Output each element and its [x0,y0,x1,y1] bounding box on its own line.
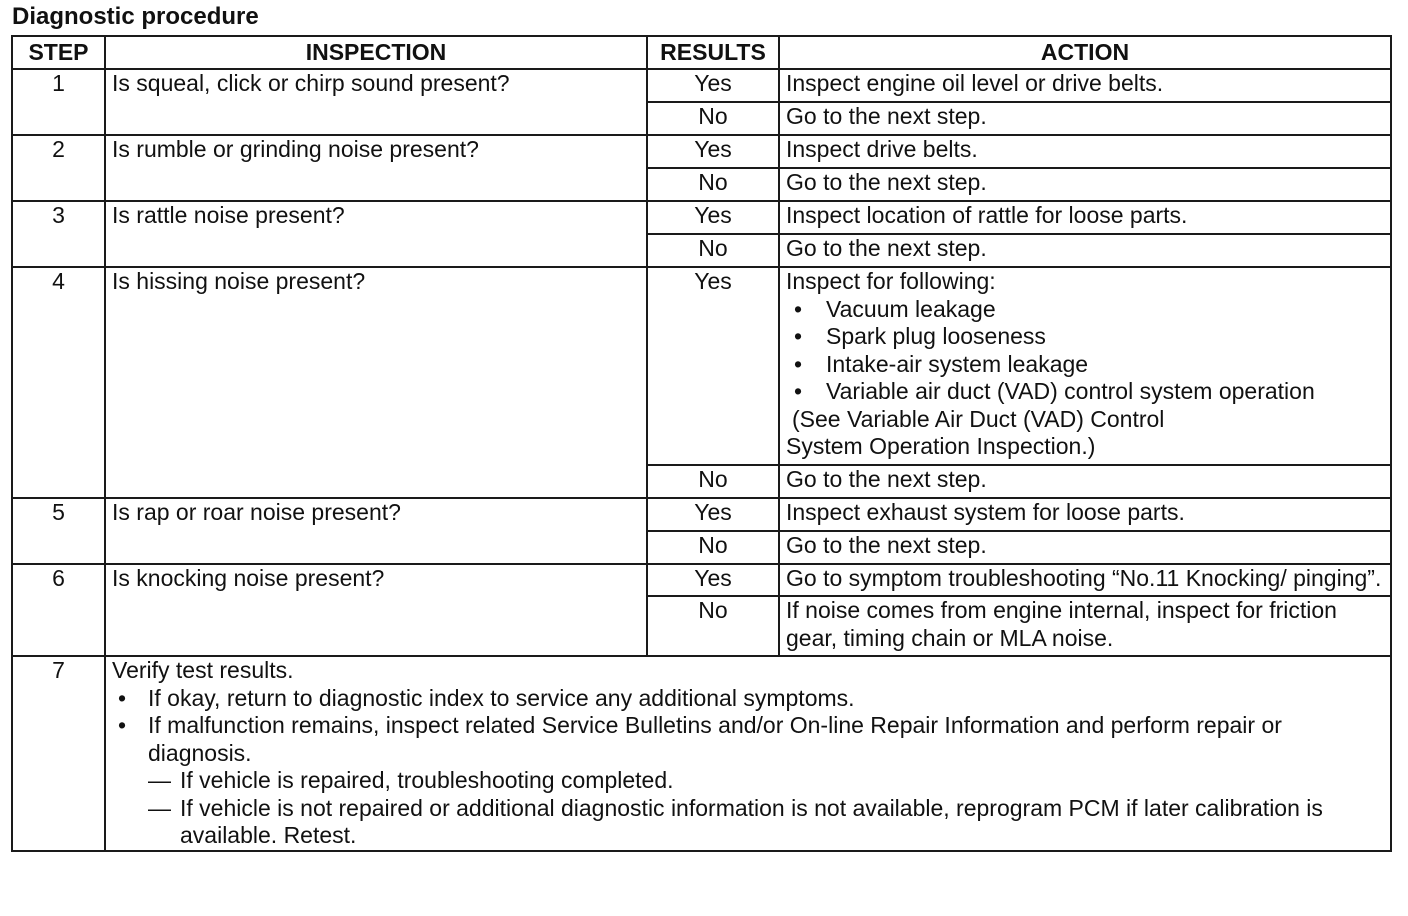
result-no: No [647,465,779,498]
result-no: No [647,168,779,201]
action-intro: Inspect for following: [786,268,996,294]
step-number: 6 [12,564,105,657]
header-row [12,36,1391,69]
action-no: Go to the next step. [779,168,1391,201]
result-no: No [647,596,779,656]
inspection-text: Is hissing noise present? [105,267,647,498]
result-no: No [647,531,779,564]
final-intro: Verify test results. [112,657,294,683]
table-row [12,69,1391,102]
list-item: • Intake-air system leakage [786,351,1384,379]
check-list [786,296,1384,406]
result-yes: Yes [647,267,779,465]
table-row [12,564,1391,597]
step-number: 3 [12,201,105,267]
list-item [112,712,1384,850]
header-results: RESULTS [647,36,779,69]
action-yes: Inspect engine oil level or drive belts. [779,69,1391,102]
action-no: Go to the next step. [779,102,1391,135]
list-item: • If okay, return to diagnostic index to service any additional symptoms. [112,685,1384,713]
list-item: • Vacuum leakage [786,296,1384,324]
page-title: Diagnostic procedure [12,3,259,30]
header-action: ACTION [779,36,1391,69]
action-yes: Inspect drive belts. [779,135,1391,168]
step-number: 5 [12,498,105,564]
list-item-text: If malfunction remains, inspect related Service Bulletins and/or On-line Repair Information and perform repair or diagnosis. [148,712,1282,766]
step-number: 7 [12,656,105,851]
result-no: No [647,234,779,267]
result-yes: Yes [647,135,779,168]
inspection-text: Is squeal, click or chirp sound present? [105,69,647,135]
result-yes: Yes [647,201,779,234]
inspection-text: Is knocking noise present? [105,564,647,657]
dash-item: — If vehicle is repaired, troubleshooting completed. [148,767,1384,795]
result-yes: Yes [647,69,779,102]
result-yes: Yes [647,564,779,597]
inspection-text: Is rumble or grinding noise present? [105,135,647,201]
step-number: 1 [12,69,105,135]
action-yes: Inspect location of rattle for loose parts. [779,201,1391,234]
result-no: No [647,102,779,135]
action-no: Go to the next step. [779,531,1391,564]
final-list [112,685,1384,850]
list-item: • Variable air duct (VAD) control system operation [786,378,1384,406]
action-no: Go to the next step. [779,465,1391,498]
action-no: If noise comes from engine internal, inspect for friction gear, timing chain or MLA noise. [779,596,1391,656]
inspection-text: Is rap or roar noise present? [105,498,647,564]
reference-note: (See Variable Air Duct (VAD) Control [792,405,1165,432]
result-yes: Yes [647,498,779,531]
inspection-text: Is rattle noise present? [105,201,647,267]
final-verification [105,656,1391,851]
table-row [12,201,1391,234]
header-step: STEP [12,36,105,69]
header-inspection: INSPECTION [105,36,647,69]
reference-note: System Operation Inspection.) [786,433,1096,459]
dash-item: — If vehicle is not repaired or additional diagnostic information is not available, reprogram PCM if later calibration is available. Retest. [148,795,1384,850]
diagnostic-table [11,35,1392,852]
table-row [12,267,1391,465]
table-row [12,498,1391,531]
action-yes: Inspect exhaust system for loose parts. [779,498,1391,531]
table-row [12,656,1391,851]
action-no: Go to the next step. [779,234,1391,267]
step-number: 2 [12,135,105,201]
step-number: 4 [12,267,105,498]
list-item: • Spark plug looseness [786,323,1384,351]
action-yes: Go to symptom troubleshooting “No.11 Knocking/ pinging”. [779,564,1391,597]
dash-list [148,767,1384,850]
table-row [12,135,1391,168]
action-yes [779,267,1391,465]
